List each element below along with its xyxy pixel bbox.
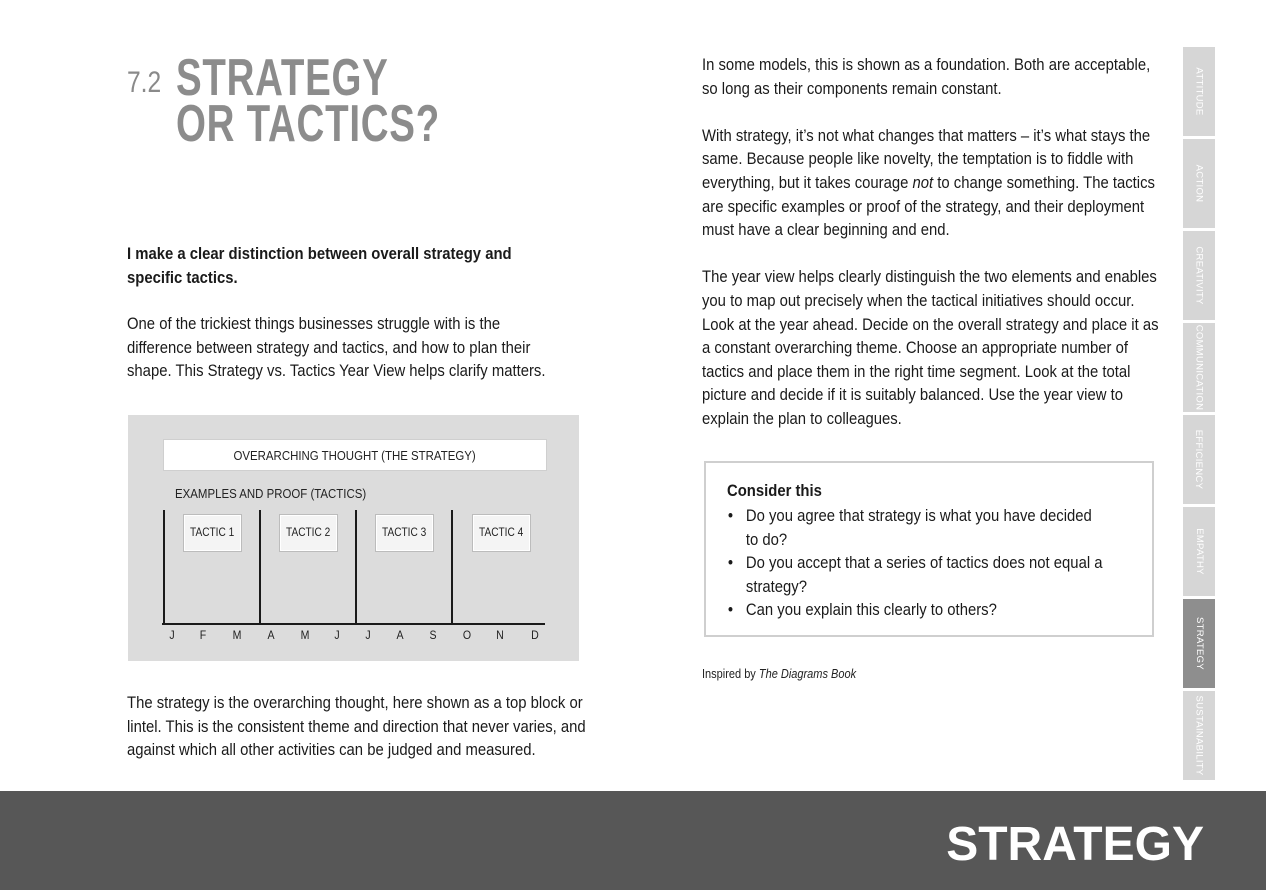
- list-item: [727, 552, 1105, 599]
- bullet-icon: •: [727, 507, 734, 525]
- month-label: J: [365, 628, 371, 642]
- consider-heading: Consider this: [727, 482, 822, 500]
- tactic-box-4: [473, 515, 530, 551]
- right-paragraph-2: [702, 125, 1161, 243]
- tab-attitude[interactable]: [1183, 47, 1215, 136]
- right-column-text: [702, 54, 1161, 432]
- month-label: M: [300, 628, 310, 642]
- consider-item-text: Do you accept that a series of tactics does not equal a strategy?: [745, 554, 1103, 596]
- tactics-label-text: EXAMPLES AND PROOF (TACTICS): [175, 486, 367, 501]
- month-label: M: [232, 628, 242, 642]
- month-label: J: [334, 628, 340, 642]
- right-paragraph-1: In some models, this is shown as a foundation. Both are acceptable, so long as their components remain constant.: [702, 56, 1151, 98]
- tab-label: STRATEGY: [1193, 617, 1205, 670]
- footer-chapter-title: STRATEGY: [946, 818, 1204, 871]
- month-label: S: [429, 628, 437, 642]
- tab-sustainability[interactable]: [1183, 691, 1215, 780]
- strategy-explanation-paragraph: The strategy is the overarching thought, here shown as a top block or lintel. This is the consistent theme and direction that never varies, and against which all other activities can be judged and measured.: [127, 694, 586, 760]
- tab-label: COMMUNICATION: [1193, 324, 1205, 411]
- tab-empathy[interactable]: [1183, 507, 1215, 596]
- tab-label: EMPATHY: [1193, 528, 1205, 575]
- quarter-divider: [451, 510, 453, 625]
- footer-bar: [0, 791, 1266, 890]
- tab-communication[interactable]: [1183, 323, 1215, 412]
- strategy-block: [163, 439, 547, 471]
- consider-item-text: Do you agree that strategy is what you have decided to do?: [745, 507, 1092, 549]
- emphasis-not: not: [912, 173, 934, 192]
- quarter-divider: [355, 510, 357, 625]
- month-label: A: [396, 628, 404, 642]
- tactic-label: TACTIC 1: [190, 527, 235, 539]
- quarter-divider: [163, 510, 165, 625]
- intro-paragraph: One of the trickiest things businesses struggle with is the difference between strategy and tactics, and how to plan their shape. This Strategy vs. Tactics Year View helps clarify matters.: [127, 315, 546, 381]
- tactic-label: TACTIC 3: [382, 527, 427, 539]
- tactic-label: TACTIC 4: [479, 527, 524, 539]
- tactic-box-1: [184, 515, 241, 551]
- bullet-icon: •: [727, 554, 734, 573]
- list-item: [727, 599, 1105, 623]
- list-item: [727, 505, 1105, 552]
- month-label: D: [531, 628, 539, 642]
- credit-book-title: The Diagrams Book: [758, 667, 857, 681]
- tactics-label: [162, 486, 379, 501]
- consider-item-text: Can you explain this clearly to others?: [745, 601, 997, 620]
- tab-label: EFFICIENCY: [1193, 429, 1205, 490]
- month-label: N: [496, 628, 504, 642]
- credit-prefix: Inspired by: [702, 667, 759, 681]
- month-label: F: [199, 628, 207, 642]
- tab-efficiency[interactable]: [1183, 415, 1215, 504]
- tactic-box-3: [376, 515, 433, 551]
- page-title-line2: OR TACTICS?: [176, 95, 440, 153]
- page-title-line1: STRATEGY: [176, 49, 389, 107]
- month-label: O: [462, 628, 472, 642]
- tactic-box-2: [280, 515, 337, 551]
- source-credit: [702, 667, 856, 681]
- month-label: J: [169, 628, 175, 642]
- consider-list: [727, 505, 1105, 623]
- month-label: A: [267, 628, 275, 642]
- tab-label: SUSTAINABILITY: [1193, 695, 1205, 776]
- tab-creativity[interactable]: [1183, 231, 1215, 320]
- right-paragraph-3: The year view helps clearly distinguish the two elements and enables you to map out precisely when the tactical initiatives should occur. Look at the year ahead. Decide on the overall strategy and place it as a constant overarching theme. Choose an appropriate number of tactics and place them in the right time segment. Look at the total picture and decide if it is suitably balanced. Use the year view to explain the plan to colleagues.: [702, 268, 1159, 428]
- tab-label: ATTITUDE: [1193, 67, 1205, 116]
- consider-this-box: [704, 461, 1154, 637]
- quarter-divider: [259, 510, 261, 625]
- strategy-tactics-diagram: [128, 415, 579, 661]
- right-paragraph-2-end: to change something. The tactics are specific examples or proof of the strategy, and their deployment must have a clear beginning and end.: [702, 173, 1155, 240]
- tab-label: ACTION: [1193, 164, 1205, 203]
- section-number: 7.2: [127, 66, 162, 99]
- intro-statement: I make a clear distinction between overall strategy and specific tactics.: [127, 245, 512, 287]
- bullet-icon: •: [727, 601, 734, 620]
- right-paragraph-2-start: With strategy, it’s not what changes that matters – it’s what stays the same. Because people like novelty, the temptation is to fiddle with everything, but it takes courage: [702, 126, 1151, 192]
- strategy-block-label: OVERARCHING THOUGHT (THE STRATEGY): [233, 447, 477, 463]
- tab-label: CREATIVITY: [1193, 246, 1205, 305]
- timeline-axis: [162, 623, 545, 625]
- tactic-label: TACTIC 2: [286, 527, 331, 539]
- tab-strategy[interactable]: [1183, 599, 1215, 688]
- tab-action[interactable]: [1183, 139, 1215, 228]
